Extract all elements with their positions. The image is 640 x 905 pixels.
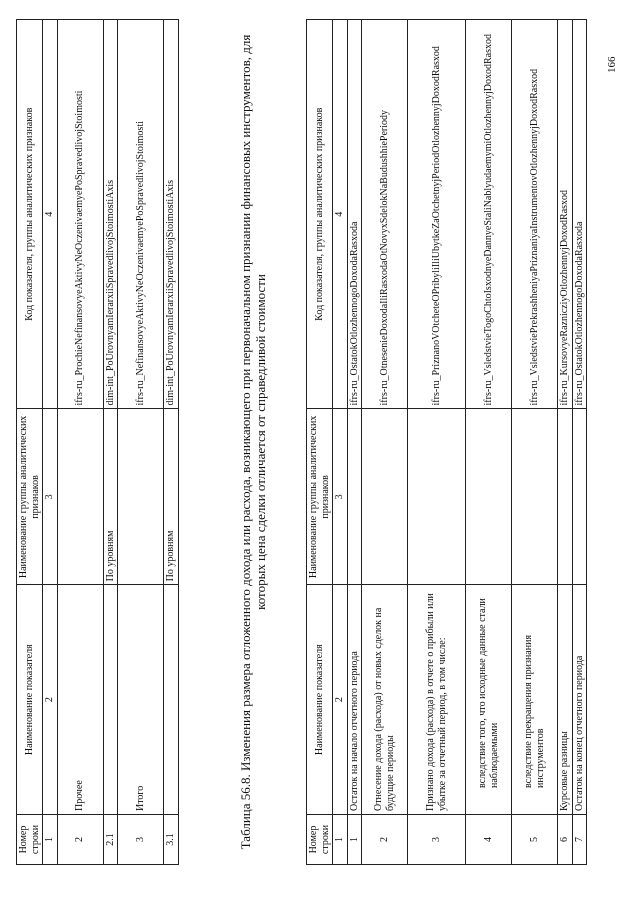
group-name bbox=[408, 409, 466, 585]
table-row bbox=[347, 20, 362, 865]
indicator-name bbox=[103, 585, 118, 815]
indicator-name: вследствие прекращения признания инструментов bbox=[512, 585, 558, 815]
row-number: 2.1 bbox=[103, 815, 118, 865]
row-number: 2 bbox=[57, 815, 103, 865]
table-row bbox=[558, 20, 573, 865]
table-column-numbers-row bbox=[43, 20, 58, 865]
indicator-code: ifrs-ru_OstatokOtlozhennogoDoxodaRasxoda bbox=[347, 20, 362, 409]
table-header-row bbox=[17, 20, 43, 865]
page-number: 166 bbox=[606, 56, 618, 73]
indicator-code: ifrs-ru_KursovyeRaznicziyOtlozhennyjDoxodRasxod bbox=[558, 20, 573, 409]
column-number: 4 bbox=[43, 20, 58, 410]
table-header-row bbox=[307, 20, 333, 865]
table-row bbox=[362, 20, 408, 865]
row-number: 4 bbox=[466, 815, 512, 865]
indicator-name: Остаток на конец отчетного периода bbox=[572, 585, 587, 815]
table-row bbox=[572, 20, 587, 865]
indicator-name: Признано дохода (расхода) в отчете о прибыли или убытке за отчетный период, в том числе: bbox=[408, 585, 466, 815]
column-number: 2 bbox=[333, 585, 348, 815]
row-number: 3 bbox=[118, 815, 164, 865]
header-indicator-name: Наименование показателя bbox=[307, 585, 333, 815]
table-row bbox=[408, 20, 466, 865]
table-row bbox=[164, 20, 179, 865]
header-row-number: Номер строки bbox=[17, 815, 43, 865]
indicator-code: ifrs-ru_ProchieNefinansovyeAktivyNeOczenivaemyePoSpravedlivojStoimosti bbox=[57, 20, 103, 410]
indicator-name: Курсовые разницы bbox=[558, 585, 573, 815]
group-name bbox=[572, 409, 587, 585]
table-row bbox=[103, 20, 118, 865]
column-number: 2 bbox=[43, 585, 58, 815]
table-row bbox=[118, 20, 164, 865]
column-number: 3 bbox=[333, 409, 348, 585]
table-deferred-income-changes bbox=[306, 19, 587, 865]
row-number: 6 bbox=[558, 815, 573, 865]
header-group-name: Наименование группы аналитических признаков bbox=[17, 409, 43, 585]
table-title: Таблица 56.8. Изменения размера отложенного дохода или расхода, возникающего при первоначальном признании финансовых инструментов, для которых цена сделки отличается от справедливой стоимости bbox=[238, 34, 268, 850]
group-name bbox=[512, 409, 558, 585]
row-number: 3 bbox=[408, 815, 466, 865]
indicator-name: Отнесение дохода (расхода) от новых сделок на будущие периоды bbox=[362, 585, 408, 815]
row-number: 7 bbox=[572, 815, 587, 865]
indicator-name: вследствие того, что исходные данные стали наблюдаемыми bbox=[466, 585, 512, 815]
group-name: По уровням bbox=[164, 409, 179, 585]
group-name bbox=[558, 409, 573, 585]
indicator-name: Прочее bbox=[57, 585, 103, 815]
indicator-code: ifrs-ru_OstatokOtlozhennogoDoxodaRasxoda bbox=[572, 20, 587, 409]
column-number: 1 bbox=[43, 815, 58, 865]
column-number: 1 bbox=[333, 815, 348, 865]
column-number: 3 bbox=[43, 409, 58, 585]
indicator-code: ifrs-ru_PriznanoVOtcheteOPribyliIliUbytkeZaOtchetnyjPeriodOtlozhennyjDoxodRasxod bbox=[408, 20, 466, 409]
indicator-name: Итого bbox=[118, 585, 164, 815]
group-name: По уровням bbox=[103, 409, 118, 585]
header-row-number: Номер строки bbox=[307, 815, 333, 865]
group-name bbox=[118, 409, 164, 585]
group-name bbox=[347, 409, 362, 585]
header-indicator-name: Наименование показателя bbox=[17, 585, 43, 815]
indicator-code: ifrs-ru_VsledstviePrekrashheniyaPriznaniyaInstrumentovOtlozhennyjDoxodRasxod bbox=[512, 20, 558, 409]
group-name bbox=[57, 409, 103, 585]
row-number: 2 bbox=[362, 815, 408, 865]
row-number: 5 bbox=[512, 815, 558, 865]
indicator-code: dim-int_PoUrovnyamIerarxiiSpravedlivojStoimostiAxis bbox=[164, 20, 179, 410]
group-name bbox=[466, 409, 512, 585]
column-number: 4 bbox=[333, 20, 348, 409]
indicator-code: dim-int_PoUrovnyamIerarxiiSpravedlivojStoimostiAxis bbox=[103, 20, 118, 410]
group-name bbox=[362, 409, 408, 585]
table-row bbox=[512, 20, 558, 865]
table-column-numbers-row bbox=[333, 20, 348, 865]
indicator-name bbox=[164, 585, 179, 815]
row-number: 3.1 bbox=[164, 815, 179, 865]
indicator-name: Остаток на начало отчетного периода bbox=[347, 585, 362, 815]
header-code: Код показателя, группы аналитических признаков bbox=[307, 20, 333, 409]
table-row bbox=[466, 20, 512, 865]
table-fair-value-levels bbox=[16, 19, 179, 865]
indicator-code: ifrs-ru_OtnesenieDoxodaIliRasxodaOtNovyxSdelokNaBudushhiePeriody bbox=[362, 20, 408, 409]
table-row bbox=[57, 20, 103, 865]
header-group-name: Наименование группы аналитических признаков bbox=[307, 409, 333, 585]
indicator-code: ifrs-ru_VsledstvieTogoChtoIsxodnyeDannyeStaliNablyudaemymiOtlozhennyjDoxodRasxod bbox=[466, 20, 512, 409]
header-code: Код показателя, группы аналитических признаков bbox=[17, 20, 43, 410]
indicator-code: ifrs-ru_NefinansovyeAktivyNeOczenivaemyePoSpravedlivojStoimosti bbox=[118, 20, 164, 410]
row-number: 1 bbox=[347, 815, 362, 865]
